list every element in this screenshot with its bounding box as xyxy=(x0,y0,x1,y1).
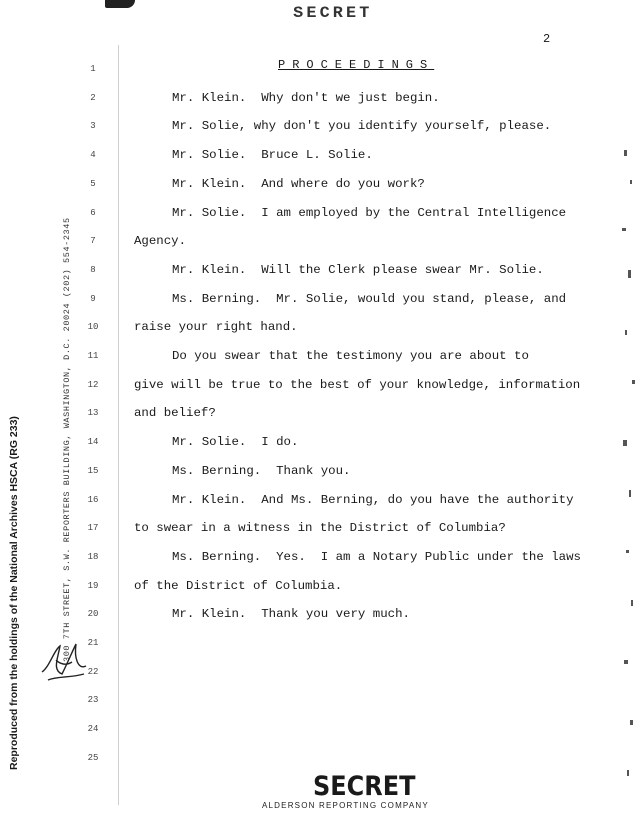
line-number: 10 xyxy=(87,322,99,333)
line-number: 13 xyxy=(87,408,99,419)
line-number: 11 xyxy=(87,351,99,361)
line-number: 24 xyxy=(87,724,99,735)
line-number: 1 xyxy=(90,64,96,74)
transcript-line: Mr. Klein. And where do you work? xyxy=(172,176,425,191)
transcript-line: Mr. Solie. I am employed by the Central Intelligence xyxy=(172,205,567,220)
line-number: 4 xyxy=(90,150,96,161)
page-heading: PROCEEDINGS xyxy=(278,58,435,72)
transcript-line: Mr. Klein. And Ms. Berning, do you have the authority xyxy=(172,492,574,507)
transcript-line: Mr. Klein. Will the Clerk please swear Mr. Solie. xyxy=(172,262,544,277)
line-number: 22 xyxy=(87,666,99,677)
line-number: 14 xyxy=(87,437,99,448)
reporting-company: ALDERSON REPORTING COMPANY xyxy=(262,801,429,810)
line-number: 12 xyxy=(87,379,99,390)
transcript-line: Ms. Berning. Yes. I am a Notary Public under the laws xyxy=(172,549,581,564)
scan-smear xyxy=(105,0,135,8)
archive-note: Reproduced from the holdings of the National Archives HSCA (RG 233) xyxy=(8,416,20,770)
classification-stamp: SECRET xyxy=(313,770,416,802)
line-number: 17 xyxy=(87,523,99,534)
line-number: 5 xyxy=(90,178,96,189)
line-number: 2 xyxy=(90,92,96,103)
transcript-line: Mr. Solie. Bruce L. Solie. xyxy=(172,148,373,163)
transcript-line: raise your right hand. xyxy=(134,320,298,335)
transcript-line: of the District of Columbia. xyxy=(134,578,343,593)
line-number: 6 xyxy=(90,207,96,218)
transcript-line: Do you swear that the testimony you are about to xyxy=(172,349,529,363)
line-number: 9 xyxy=(90,293,96,304)
transcript-line: and belief? xyxy=(134,406,216,421)
line-number: 7 xyxy=(90,236,96,247)
transcript-line: Mr. Klein. Why don't we just begin. xyxy=(172,90,440,105)
transcript-line: Ms. Berning. Thank you. xyxy=(172,463,351,478)
handwritten-initials xyxy=(38,636,96,688)
line-number: 23 xyxy=(87,695,99,706)
line-number: 25 xyxy=(87,752,99,763)
transcript-line: to swear in a witness in the District of Columbia? xyxy=(134,521,506,536)
top-classification-mark: SECRET xyxy=(293,4,373,22)
line-number: 8 xyxy=(90,264,96,275)
scan-edge-noise xyxy=(594,140,638,800)
line-number: 3 xyxy=(90,121,96,132)
line-number: 20 xyxy=(87,609,99,620)
transcript-line: give will be true to the best of your knowledge, information xyxy=(134,377,581,392)
line-number: 16 xyxy=(87,494,99,505)
transcript-line: Ms. Berning. Mr. Solie, would you stand, please, and xyxy=(172,291,567,306)
page-number: 2 xyxy=(543,32,551,46)
transcript-line: Agency. xyxy=(134,234,187,249)
transcript-line: Mr. Solie, why don't you identify yourself, please. xyxy=(172,119,552,134)
reporter-address: 300 7TH STREET, S.W. REPORTERS BUILDING, WASHINGTON, D.C. 20024 (202) 554-2345 xyxy=(62,217,72,662)
line-number: 19 xyxy=(87,580,99,591)
line-number: 21 xyxy=(87,638,99,648)
transcript-line: Mr. Klein. Thank you very much. xyxy=(172,607,410,622)
line-number: 18 xyxy=(87,551,99,562)
transcript-line: Mr. Solie. I do. xyxy=(172,435,299,450)
line-number: 15 xyxy=(87,465,99,476)
margin-rule xyxy=(118,45,119,805)
